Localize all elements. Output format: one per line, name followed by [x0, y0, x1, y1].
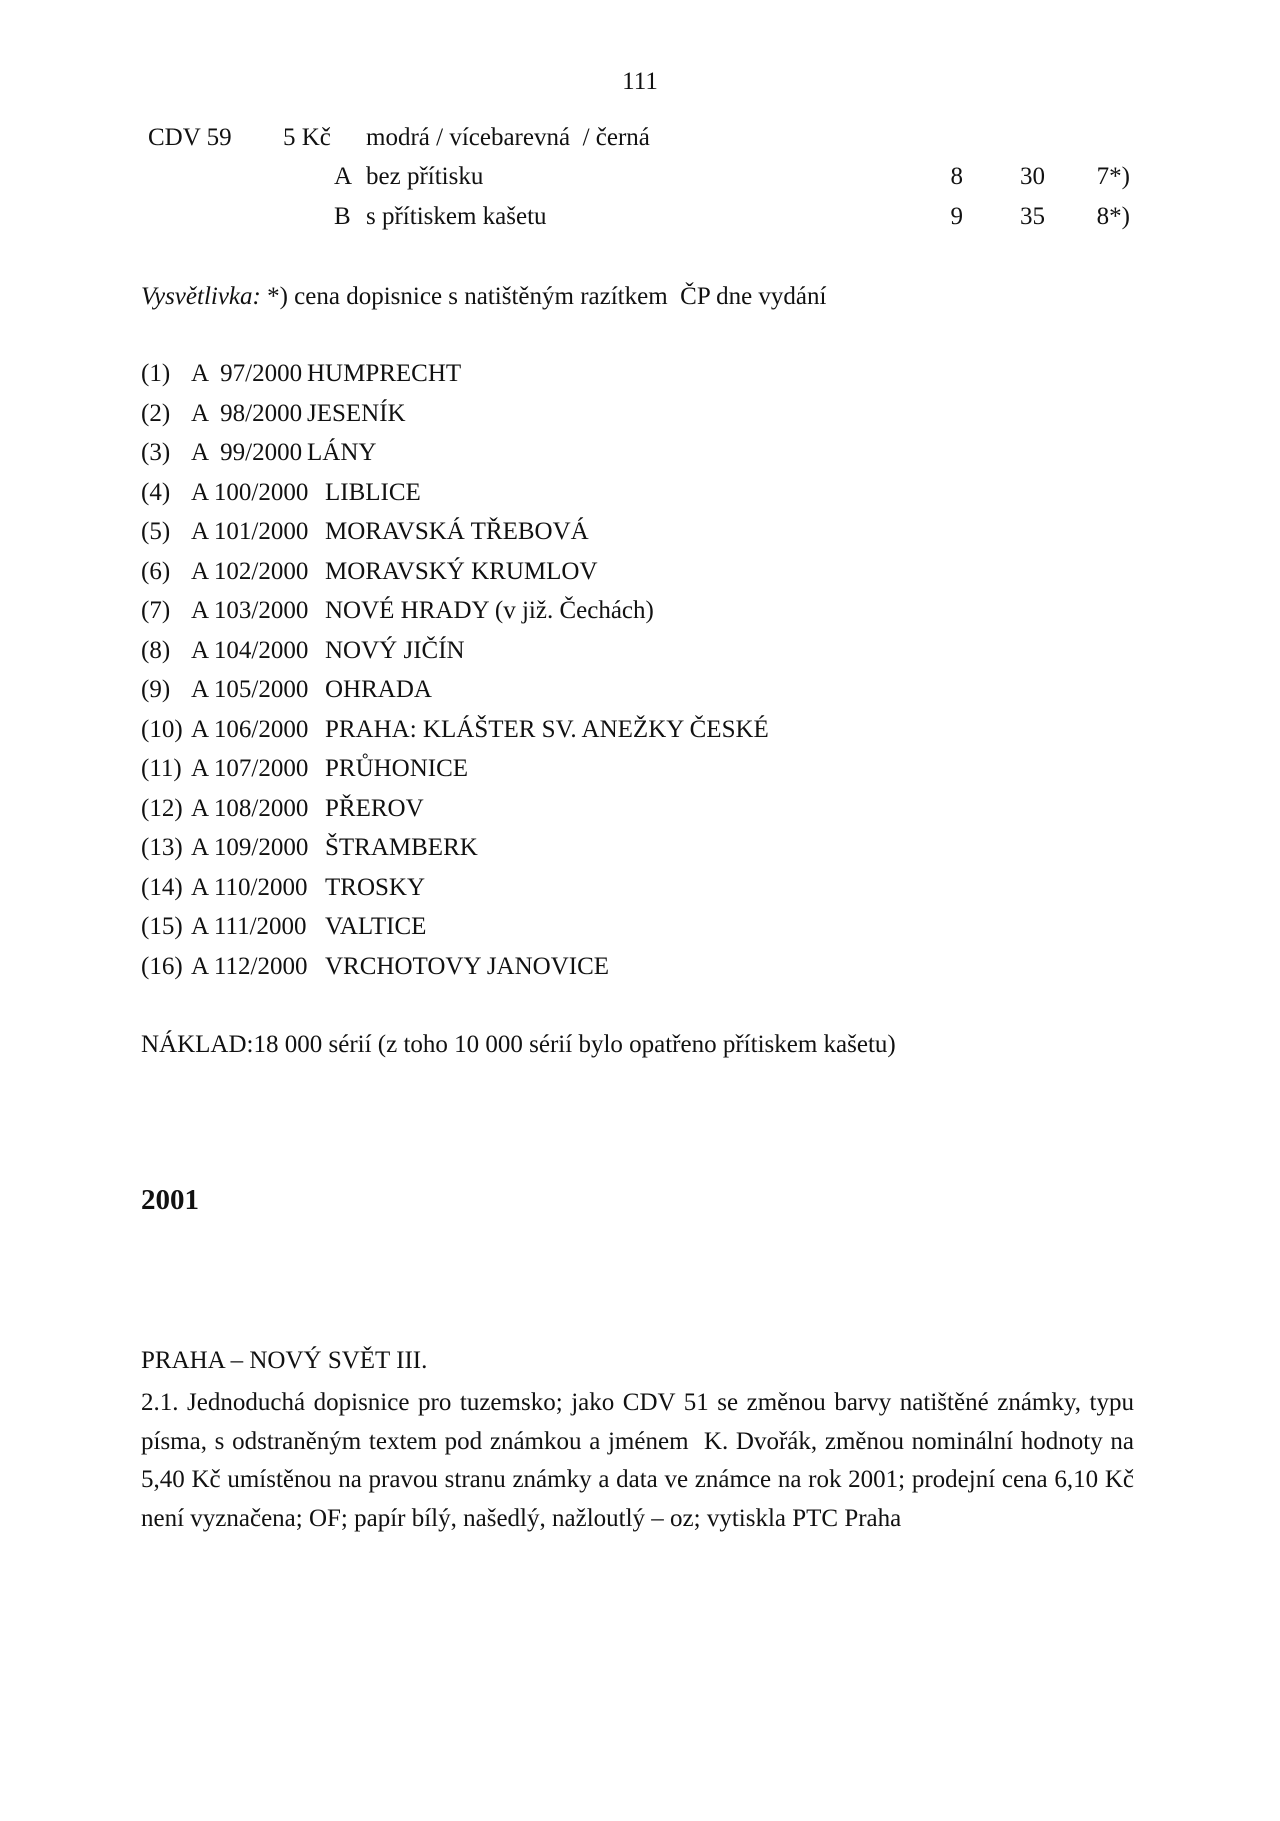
list-item-reference: A 100/2000 [191, 478, 309, 506]
list-item-number: (7) [141, 597, 171, 624]
list-item-number: (5) [141, 518, 171, 545]
list-item [141, 518, 769, 558]
list-item-reference: A 99/2000 [191, 439, 303, 466]
list-item [141, 597, 769, 637]
variant-a-price-2: 30 [1020, 163, 1045, 190]
list-item-number: (1) [141, 360, 171, 387]
list-item-number: (10) [141, 715, 183, 743]
variant-b-price-2: 35 [1020, 203, 1045, 230]
list-item-name: OHRADA [325, 676, 432, 703]
list-item [141, 439, 769, 479]
list-item-reference: A 101/2000 [191, 518, 309, 545]
list-item-reference: A 111/2000 [191, 913, 307, 940]
list-item-reference: A 103/2000 [191, 597, 309, 624]
list-item-number: (6) [141, 557, 171, 585]
list-item [141, 834, 769, 874]
variant-a-price-3: 7*) [1096, 163, 1130, 190]
list-item-reference: A 105/2000 [191, 676, 309, 703]
list-item [141, 676, 769, 716]
variant-b-price-3: 8*) [1096, 203, 1130, 230]
variant-a-price-1: 8 [950, 163, 963, 190]
list-item-name: TROSKY [325, 873, 426, 901]
list-item-number: (9) [141, 676, 171, 703]
list-item-name: PRŮHONICE [325, 755, 469, 782]
list-item-reference: A 112/2000 [191, 952, 308, 980]
variant-b-letter: B [334, 203, 351, 230]
list-item-name: PRAHA: KLÁŠTER SV. ANEŽKY ČESKÉ [325, 715, 769, 743]
list-item [141, 874, 769, 914]
list-item-name: VALTICE [325, 913, 427, 940]
postmark-list [141, 360, 769, 992]
list-item [141, 953, 769, 993]
note-label: Vysvětlivka: [141, 283, 261, 310]
list-item-number: (2) [141, 399, 171, 427]
year-heading: 2001 [141, 1184, 199, 1216]
list-item-reference: A 109/2000 [191, 834, 309, 861]
list-item-number: (12) [141, 794, 183, 822]
list-item-name: ŠTRAMBERK [325, 834, 478, 861]
list-item [141, 360, 769, 400]
list-item-number: (16) [141, 952, 183, 980]
list-item [141, 755, 769, 795]
list-item-number: (8) [141, 636, 171, 664]
list-item [141, 716, 769, 756]
list-item [141, 479, 769, 519]
list-item-number: (14) [141, 873, 183, 901]
list-item [141, 558, 769, 598]
list-item-reference: A 106/2000 [191, 715, 309, 743]
list-item [141, 637, 769, 677]
list-item-reference: A 98/2000 [191, 399, 303, 427]
list-item-number: (4) [141, 478, 171, 506]
list-item-number: (13) [141, 834, 183, 861]
list-item-name: NOVÝ JIČÍN [325, 636, 465, 664]
list-item-number: (3) [141, 439, 171, 466]
list-item-reference: A 108/2000 [191, 794, 309, 822]
list-item-reference: A 110/2000 [191, 873, 308, 901]
page-number: 111 [622, 68, 658, 95]
list-item-name: VRCHOTOVY JANOVICE [325, 952, 610, 980]
variant-b-label: s přítiskem kašetu [366, 203, 547, 230]
variant-b-price-1: 9 [950, 203, 963, 230]
list-item-number: (15) [141, 913, 183, 940]
list-item-number: (11) [141, 755, 182, 782]
section-title: PRAHA – NOVÝ SVĚT III. [141, 1347, 428, 1374]
list-item-name: NOVÉ HRADY (v již. Čechách) [325, 597, 654, 624]
card-code: CDV 59 [148, 124, 232, 151]
card-value: 5 Kč [283, 124, 331, 151]
list-item-name: PŘEROV [325, 794, 424, 822]
list-item-name: LIBLICE [325, 478, 421, 506]
list-item-reference: A 102/2000 [191, 557, 309, 585]
note-text: *) cena dopisnice s natištěným razítkem ČP dne vydání [260, 283, 827, 310]
explanatory-note [141, 283, 826, 311]
variant-a-label: bez přítisku [366, 163, 484, 190]
list-item [141, 400, 769, 440]
list-item-name: MORAVSKÝ KRUMLOV [325, 557, 598, 585]
list-item [141, 913, 769, 953]
list-item-name: HUMPRECHT [307, 360, 462, 387]
list-item-reference: A 97/2000 [191, 360, 303, 387]
list-item-name: MORAVSKÁ TŘEBOVÁ [325, 518, 589, 545]
description-paragraph: 2.1. Jednoduchá dopisnice pro tuzemsko; jako CDV 51 se změnou barvy natištěné známky, typu písma, s odstraněným textem pod známkou a jménem K. Dvořák, změnou nominální hodnoty na 5,40 Kč umístěnou na pravou stranu známky a data ve známce na rok 2001; prodejní cena 6,10 Kč není vyznačena; OF; papír bílý, našedlý, nažloutlý – oz; vytiskla PTC Praha [141, 1389, 1141, 1532]
list-item-name: LÁNY [307, 439, 377, 466]
list-item-name: JESENÍK [307, 399, 406, 427]
list-item-reference: A 104/2000 [191, 636, 309, 664]
list-item [141, 795, 769, 835]
list-item-reference: A 107/2000 [191, 755, 309, 782]
card-colors: modrá / vícebarevná / černá [366, 124, 650, 151]
variant-a-letter: A [334, 163, 353, 190]
print-run-note: NÁKLAD:18 000 sérií (z toho 10 000 sérií bylo opatřeno přítiskem kašetu) [141, 1031, 896, 1058]
